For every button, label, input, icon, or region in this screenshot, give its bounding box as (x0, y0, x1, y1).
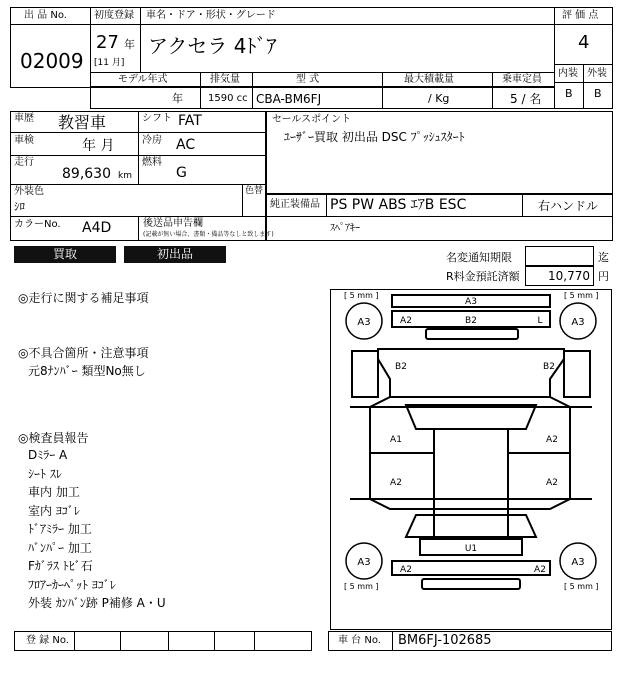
mark-front-left-tire: A3 (357, 317, 371, 328)
displacement-label: 排気量 (210, 74, 240, 85)
recycle-unit: 円 (598, 270, 609, 283)
sales-points-value: ﾕｰｻﾞｰ買取 初出品 DSC ﾌﾟｯｼｭｽﾀｰﾄ (284, 130, 465, 144)
equipment-label: 純正装備品 (270, 199, 320, 210)
front-grille (426, 329, 518, 339)
after-note: (記載が無い場合、書類・備品等なしと致します) (143, 231, 274, 238)
defects-title: ◎不具合箇所・注意事項 (18, 346, 149, 360)
exterior-label: 外装 (587, 68, 607, 79)
registration-label: 登 録 No. (26, 635, 69, 646)
exterior-color-label: 外装色 (14, 186, 44, 197)
rear-window (406, 515, 536, 537)
color-change-label: 色替 (245, 186, 264, 196)
roof (434, 429, 508, 539)
right-fender (564, 351, 590, 397)
ac-value: AC (176, 137, 196, 153)
recycle-label: R料金預託済額 (446, 270, 520, 283)
inspector-line: 室内 ﾖｺﾞﾚ (28, 503, 80, 518)
history-value: 教習車 (58, 113, 107, 132)
color-no-value: A4D (82, 220, 112, 236)
defects-text: 元8ﾅﾝﾊﾞｰ 類型No無し (28, 364, 146, 378)
mark-left-front-door: A1 (390, 435, 402, 445)
chassis-label: 車 台 No. (338, 635, 381, 646)
inspector-line: ﾄﾞｱﾐﾗｰ 加工 (28, 522, 92, 536)
spare-key: ｽﾍﾟｱｷｰ (330, 223, 360, 234)
mark-right-front-fender: B2 (543, 362, 555, 372)
mark-front-bumper: A3 (465, 297, 477, 307)
tag-kaitori: 買取 (14, 246, 116, 263)
mark-left-rear-door: A2 (390, 478, 402, 488)
model-code: CBA-BM6FJ (256, 92, 322, 106)
grade-value: 4 (578, 32, 590, 53)
windshield (406, 405, 536, 429)
mark-rear-bumper-right: A2 (534, 565, 546, 575)
left-fender (352, 351, 378, 397)
after-label: 後送品申告欄 (143, 218, 203, 229)
car-diagram-svg (330, 289, 612, 630)
mileage-value: 89,630 (62, 166, 111, 182)
mileage-label: 走行 (14, 157, 34, 168)
inspector-line: 車内 加工 (28, 485, 80, 499)
inspection-value: 年 月 (82, 138, 115, 154)
car-name: アクセラ 4ﾄﾞｱ (148, 34, 277, 58)
capacity-label: 乗車定員 (502, 74, 542, 85)
first-reg-year: 27 (96, 32, 119, 53)
hood (378, 349, 564, 397)
rear-bumper (392, 561, 550, 575)
transfer-field (525, 246, 594, 266)
mark-right-rear-door: A2 (546, 478, 558, 488)
exterior-color-value: ｼﾛ (14, 200, 25, 213)
mark-front-right-tire: A3 (571, 317, 585, 328)
transfer-unit: 迄 (598, 251, 609, 264)
chassis-value: BM6FJ-102685 (398, 633, 492, 648)
inspector-title: ◎検査員報告 (18, 431, 89, 445)
rear-panel (422, 579, 520, 589)
mark-front-bumper-center: B2 (465, 316, 477, 326)
shift-label: シフト (142, 113, 172, 124)
mileage-unit: km (118, 171, 132, 181)
tread-rear-left: [ 5 mm ] (344, 582, 379, 591)
lot-number: 02009 (20, 49, 84, 73)
lot-label: 出 品 No. (24, 10, 67, 21)
max-load-value: / Kg (428, 92, 450, 105)
fuel-label: 燃料 (142, 157, 162, 168)
history-label: 車歴 (14, 113, 34, 124)
mark-front-bumper-left: A2 (400, 316, 412, 326)
model-year-unit: 年 (172, 92, 183, 105)
first-reg-label: 初度登録 (94, 10, 134, 21)
inspector-line: ｼｰﾄ ｽﾚ (28, 466, 62, 481)
recycle-value: 10,770 (548, 269, 590, 283)
exterior-grade: B (594, 87, 602, 100)
mark-rear-left-tire: A3 (357, 557, 371, 568)
tread-rear-right: [ 5 mm ] (564, 582, 599, 591)
mark-trunk: U1 (464, 544, 478, 554)
tread-front-left: [ 5 mm ] (344, 291, 379, 300)
equipment-value: PS PW ABS ｴｱB ESC (330, 197, 467, 213)
sales-points-label: セールスポイント (272, 114, 352, 125)
ac-label: 冷房 (142, 135, 162, 146)
inspector-line: ﾌﾛｱｰｶｰﾍﾟｯﾄ ﾖｺﾞﾚ (28, 577, 116, 592)
capacity-value: 5 / 名 (510, 92, 542, 106)
mark-rear-right-tire: A3 (571, 557, 585, 568)
handle-value: 右ハンドル (538, 199, 599, 213)
year-unit: 年 (124, 38, 135, 51)
inspector-line: 外装 ｶﾝﾊﾞﾝ跡 P補修 A・U (28, 596, 166, 610)
tread-front-right: [ 5 mm ] (564, 291, 599, 300)
displacement-value: 1590 cc (208, 93, 248, 104)
mark-rear-bumper-left: A2 (400, 565, 412, 575)
shift-value: FAT (178, 113, 202, 129)
type-label: 型 式 (296, 74, 320, 85)
max-load-label: 最大積載量 (404, 74, 454, 85)
mark-right-front-door: A2 (546, 435, 558, 445)
inspector-line: Fｶﾞﾗｽ ﾄﾋﾞ石 (28, 559, 93, 573)
interior-label: 内装 (558, 68, 578, 79)
mark-left-front-fender: B2 (395, 362, 407, 372)
model-year-label: モデル年式 (118, 74, 168, 85)
grade-label: 評 価 点 (562, 10, 599, 21)
inspector-line: ﾊﾞﾝﾊﾟｰ 加工 (28, 540, 92, 555)
inspection-label: 車検 (14, 135, 34, 146)
first-reg-month: [11 月] (94, 58, 125, 68)
driving-notes-title: ◎走行に関する補足事項 (18, 291, 149, 305)
color-no-label: カラーNo. (14, 219, 61, 230)
mark-front-bumper-right: L (537, 316, 543, 326)
tag-first-listing: 初出品 (124, 246, 226, 263)
name-label: 車名・ドア・形状・グレード (146, 10, 276, 21)
inspector-line: Dﾐﾗｰ A (28, 448, 68, 462)
fuel-value: G (176, 165, 187, 181)
interior-grade: B (565, 87, 573, 100)
transfer-label: 名変通知期限 (446, 251, 512, 264)
